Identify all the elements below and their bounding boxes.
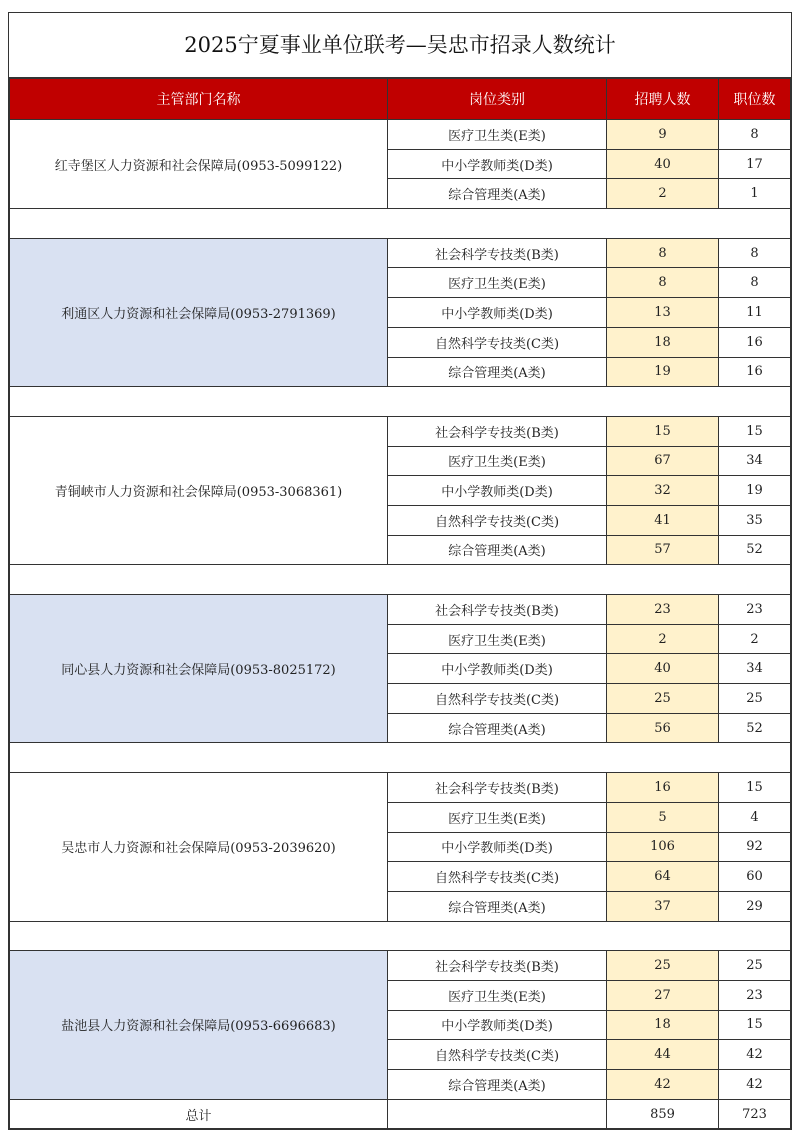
position-category: 中小学教师类(D类) xyxy=(388,149,607,179)
table-row xyxy=(10,238,791,268)
position-category: 中小学教师类(D类) xyxy=(388,654,607,684)
position-count: 29 xyxy=(719,891,791,921)
spacer-row xyxy=(10,387,791,417)
position-count: 8 xyxy=(719,238,791,268)
position-count: 52 xyxy=(719,535,791,565)
position-count: 2 xyxy=(719,624,791,654)
recruit-count: 42 xyxy=(607,1070,719,1100)
position-category: 医疗卫生类(E类) xyxy=(388,120,607,150)
table-row xyxy=(10,951,791,981)
position-count: 8 xyxy=(719,268,791,298)
position-category: 综合管理类(A类) xyxy=(388,713,607,743)
spacer-cell xyxy=(388,565,607,595)
total-row xyxy=(10,1099,791,1129)
recruit-count: 57 xyxy=(607,535,719,565)
position-count: 4 xyxy=(719,802,791,832)
position-category: 社会科学专技类(B类) xyxy=(388,238,607,268)
position-count: 8 xyxy=(719,120,791,150)
position-count: 25 xyxy=(719,951,791,981)
recruit-count: 106 xyxy=(607,832,719,862)
spacer-row xyxy=(10,209,791,239)
recruit-count: 13 xyxy=(607,298,719,328)
position-count: 60 xyxy=(719,862,791,892)
position-count: 11 xyxy=(719,298,791,328)
position-category: 社会科学专技类(B类) xyxy=(388,951,607,981)
spacer-cell xyxy=(607,387,719,417)
header-category: 岗位类别 xyxy=(388,79,607,120)
recruit-count: 40 xyxy=(607,654,719,684)
position-count: 17 xyxy=(719,149,791,179)
position-category: 医疗卫生类(E类) xyxy=(388,802,607,832)
position-count: 92 xyxy=(719,832,791,862)
spacer-row xyxy=(10,743,791,773)
position-category: 综合管理类(A类) xyxy=(388,891,607,921)
position-count: 15 xyxy=(719,416,791,446)
position-category: 医疗卫生类(E类) xyxy=(388,624,607,654)
spacer-cell xyxy=(719,565,791,595)
recruit-count: 25 xyxy=(607,684,719,714)
table-row xyxy=(10,416,791,446)
position-category: 医疗卫生类(E类) xyxy=(388,980,607,1010)
position-count: 23 xyxy=(719,980,791,1010)
page-title: 2025宁夏事业单位联考—吴忠市招录人数统计 xyxy=(9,13,791,78)
spacer-cell xyxy=(719,743,791,773)
recruit-count: 8 xyxy=(607,238,719,268)
recruit-count: 67 xyxy=(607,446,719,476)
table-row xyxy=(10,595,791,625)
position-count: 42 xyxy=(719,1070,791,1100)
spacer-row xyxy=(10,921,791,951)
position-count: 23 xyxy=(719,595,791,625)
spacer-cell xyxy=(719,387,791,417)
spacer-cell xyxy=(607,743,719,773)
position-category: 综合管理类(A类) xyxy=(388,179,607,209)
position-count: 34 xyxy=(719,446,791,476)
position-count: 15 xyxy=(719,773,791,803)
spacer-cell xyxy=(607,209,719,239)
position-count: 25 xyxy=(719,684,791,714)
dept-name: 吴忠市人力资源和社会保障局(0953-2039620) xyxy=(10,773,388,921)
table-header xyxy=(10,79,791,120)
recruit-count: 56 xyxy=(607,713,719,743)
position-category: 社会科学专技类(B类) xyxy=(388,773,607,803)
position-count: 16 xyxy=(719,327,791,357)
header-dept: 主管部门名称 xyxy=(10,79,388,120)
dept-name: 利通区人力资源和社会保障局(0953-2791369) xyxy=(10,238,388,386)
position-category: 中小学教师类(D类) xyxy=(388,832,607,862)
spacer-cell xyxy=(607,921,719,951)
recruitment-table xyxy=(9,78,791,1129)
position-category: 中小学教师类(D类) xyxy=(388,476,607,506)
recruit-count: 9 xyxy=(607,120,719,150)
spacer-cell xyxy=(388,387,607,417)
position-count: 1 xyxy=(719,179,791,209)
recruit-count: 2 xyxy=(607,179,719,209)
position-count: 15 xyxy=(719,1010,791,1040)
spacer-cell xyxy=(10,209,388,239)
recruit-count: 64 xyxy=(607,862,719,892)
recruit-count: 8 xyxy=(607,268,719,298)
recruit-count: 37 xyxy=(607,891,719,921)
recruit-count: 44 xyxy=(607,1040,719,1070)
dept-name: 青铜峡市人力资源和社会保障局(0953-3068361) xyxy=(10,416,388,564)
dept-name: 同心县人力资源和社会保障局(0953-8025172) xyxy=(10,595,388,743)
recruit-count: 25 xyxy=(607,951,719,981)
position-category: 医疗卫生类(E类) xyxy=(388,446,607,476)
total-recruits: 859 xyxy=(607,1099,719,1129)
position-category: 社会科学专技类(B类) xyxy=(388,595,607,625)
spacer-cell xyxy=(10,565,388,595)
spacer-cell xyxy=(10,387,388,417)
position-category: 综合管理类(A类) xyxy=(388,357,607,387)
recruit-count: 19 xyxy=(607,357,719,387)
recruit-count: 18 xyxy=(607,327,719,357)
header-recruits: 招聘人数 xyxy=(607,79,719,120)
table-row xyxy=(10,120,791,150)
position-category: 社会科学专技类(B类) xyxy=(388,416,607,446)
position-count: 19 xyxy=(719,476,791,506)
position-category: 中小学教师类(D类) xyxy=(388,1010,607,1040)
table-row xyxy=(10,773,791,803)
dept-name: 红寺堡区人力资源和社会保障局(0953-5099122) xyxy=(10,120,388,209)
recruit-count: 18 xyxy=(607,1010,719,1040)
spacer-cell xyxy=(719,209,791,239)
position-category: 综合管理类(A类) xyxy=(388,1070,607,1100)
recruit-count: 27 xyxy=(607,980,719,1010)
position-count: 42 xyxy=(719,1040,791,1070)
recruit-count: 32 xyxy=(607,476,719,506)
recruit-count: 15 xyxy=(607,416,719,446)
header-positions: 职位数 xyxy=(719,79,791,120)
recruit-count: 16 xyxy=(607,773,719,803)
position-category: 综合管理类(A类) xyxy=(388,535,607,565)
dept-name: 盐池县人力资源和社会保障局(0953-6696683) xyxy=(10,951,388,1099)
spacer-cell xyxy=(388,921,607,951)
spacer-row xyxy=(10,565,791,595)
spacer-cell xyxy=(10,921,388,951)
spacer-cell xyxy=(719,921,791,951)
recruit-count: 40 xyxy=(607,149,719,179)
statistics-sheet xyxy=(8,12,792,1130)
position-category: 自然科学专技类(C类) xyxy=(388,505,607,535)
total-label: 总计 xyxy=(10,1099,388,1129)
position-category: 中小学教师类(D类) xyxy=(388,298,607,328)
position-category: 医疗卫生类(E类) xyxy=(388,268,607,298)
recruit-count: 2 xyxy=(607,624,719,654)
position-category: 自然科学专技类(C类) xyxy=(388,1040,607,1070)
spacer-cell xyxy=(607,565,719,595)
total-positions: 723 xyxy=(719,1099,791,1129)
position-count: 16 xyxy=(719,357,791,387)
position-count: 52 xyxy=(719,713,791,743)
spacer-cell xyxy=(10,743,388,773)
recruit-count: 23 xyxy=(607,595,719,625)
position-category: 自然科学专技类(C类) xyxy=(388,684,607,714)
position-category: 自然科学专技类(C类) xyxy=(388,862,607,892)
spacer-cell xyxy=(388,209,607,239)
spacer-cell xyxy=(388,743,607,773)
total-empty xyxy=(388,1099,607,1129)
position-category: 自然科学专技类(C类) xyxy=(388,327,607,357)
position-count: 34 xyxy=(719,654,791,684)
recruit-count: 5 xyxy=(607,802,719,832)
recruit-count: 41 xyxy=(607,505,719,535)
position-count: 35 xyxy=(719,505,791,535)
